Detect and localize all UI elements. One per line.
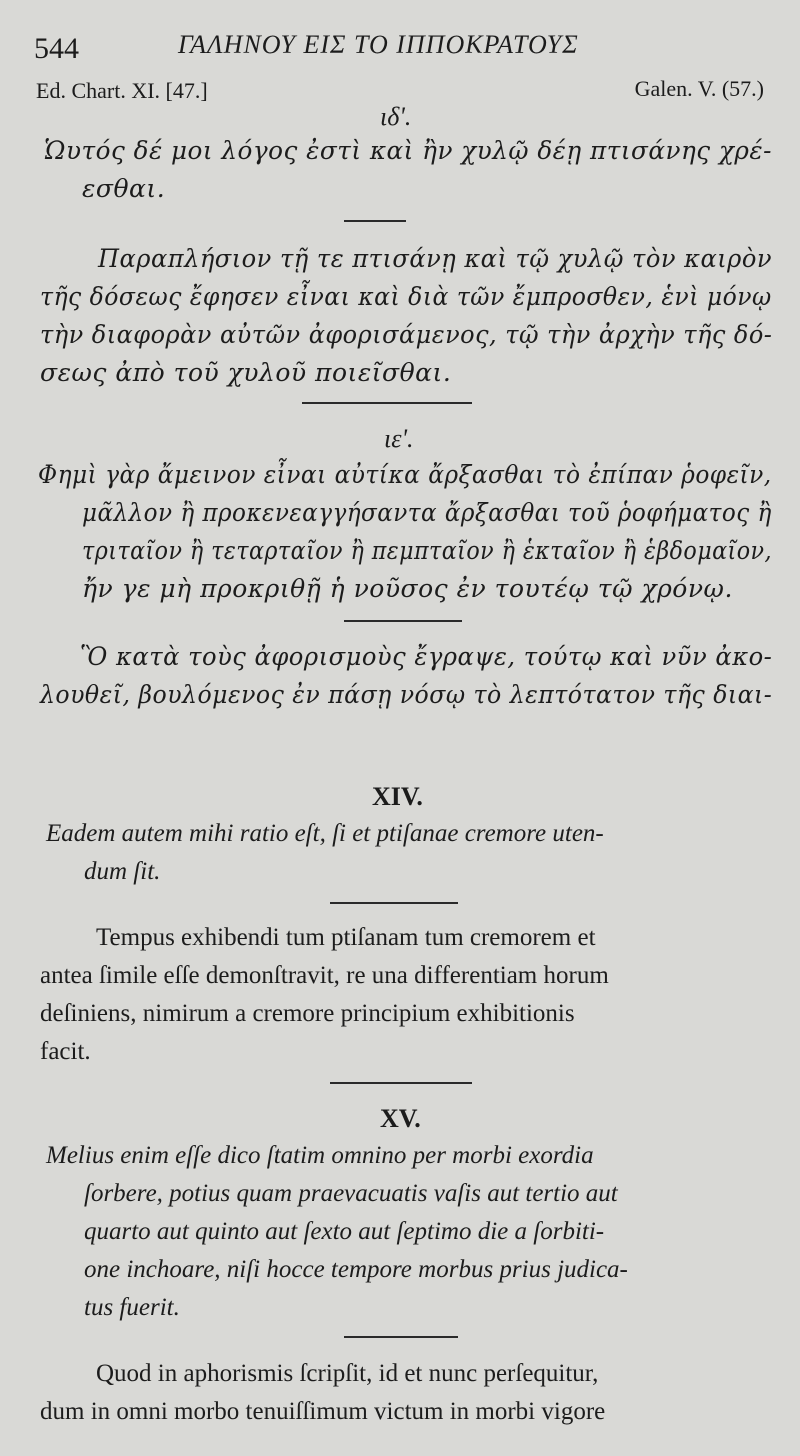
greek-aphorism-14-number: ιδ'. xyxy=(380,102,412,131)
greek-aphorism-15-number: ιε'. xyxy=(384,424,414,453)
edition-reference-left: Ed. Chart. XI. [47.] xyxy=(36,78,208,103)
latin-commentary-15-line: Quod in aphorismis ſcripſit, id et nunc perſequitur, xyxy=(96,1360,599,1387)
latin-aphorism-14-number: XIV. xyxy=(372,782,423,811)
section-divider xyxy=(330,1082,472,1084)
latin-aphorism-15-line: quarto aut quinto aut ſexto aut ſeptimo die a ſorbiti- xyxy=(84,1218,605,1245)
latin-aphorism-15-line: one inchoare, niſi hocce tempore morbus prius judica- xyxy=(84,1256,628,1283)
greek-aphorism-14-line: εσθαι. xyxy=(82,174,166,203)
greek-commentary-14-line: τὴν διαφορὰν αὐτῶν ἀφορισάμενος, τῷ τὴν ἀρχὴν τῆς δό- xyxy=(40,320,773,349)
greek-commentary-14-line: σεως ἀπὸ τοῦ χυλοῦ ποιεῖσθαι. xyxy=(40,358,452,387)
greek-aphorism-15-line: τριταῖον ἢ τεταρταῖον ἢ πεμπταῖον ἢ ἑκταῖον ἢ ἑβδομαῖον, xyxy=(82,536,772,565)
greek-aphorism-15-line: μᾶλλον ἢ προκενεαγγήσαντα ἄρξασθαι τοῦ ῥοφήματος ἢ xyxy=(82,498,772,527)
latin-aphorism-15-line: tus fuerit. xyxy=(84,1294,180,1321)
latin-aphorism-15-line: Melius enim eſſe dico ſtatim omnino per morbi exordia xyxy=(46,1142,594,1169)
latin-aphorism-15-number: XV. xyxy=(380,1104,421,1133)
latin-commentary-14-line: deſiniens, nimirum a cremore principium exhibitionis xyxy=(40,1000,575,1027)
page-number: 544 xyxy=(34,32,79,65)
section-divider xyxy=(344,220,406,222)
greek-aphorism-15-line: Φημὶ γὰρ ἄμεινον εἶναι αὐτίκα ἄρξασθαι τὸ ἐπίπαν ῥοφεῖν, xyxy=(38,460,772,489)
latin-commentary-15-line: dum in omni morbo tenuiſſimum victum in morbi vigore xyxy=(40,1398,606,1425)
latin-commentary-14-line: facit. xyxy=(40,1038,91,1065)
latin-commentary-14-line: Tempus exhibendi tum ptiſanam tum cremorem et xyxy=(96,924,596,951)
latin-aphorism-14-line: Eadem autem mihi ratio eſt, ſi et ptiſanae cremore uten- xyxy=(46,820,604,847)
greek-commentary-14-line: Παραπλήσιον τῇ τε πτισάνῃ καὶ τῷ χυλῷ τὸν καιρὸν xyxy=(98,244,772,273)
section-divider xyxy=(344,620,462,622)
greek-commentary-15-line: Ὃ κατὰ τοὺς ἀφορισμοὺς ἔγραψε, τούτῳ καὶ νῦν ἀκο- xyxy=(80,642,773,671)
greek-commentary-14-line: τῆς δόσεως ἔφησεν εἶναι καὶ διὰ τῶν ἔμπροσθεν, ἑνὶ μόνῳ xyxy=(40,282,772,311)
latin-commentary-14-line: antea ſimile eſſe demonſtravit, re una differentiam horum xyxy=(40,962,609,989)
latin-aphorism-15-line: ſorbere, potius quam praevacuatis vaſis aut tertio aut xyxy=(84,1180,618,1207)
section-divider xyxy=(302,402,472,404)
running-title: ΓΑΛΗΝΟΥ ΕΙΣ ΤΟ ΙΠΠΟΚΡΑΤΟΥΣ xyxy=(178,30,579,59)
greek-aphorism-15-line: ἤν γε μὴ προκριθῇ ἡ νοῦσος ἐν τουτέῳ τῷ χρόνῳ. xyxy=(82,574,733,603)
latin-aphorism-14-line: dum ſit. xyxy=(84,858,161,885)
section-divider xyxy=(344,1336,458,1338)
edition-reference-right: Galen. V. (57.) xyxy=(634,76,764,101)
greek-commentary-15-line: λουθεῖ, βουλόμενος ἐν πάσῃ νόσῳ τὸ λεπτότατον τῆς διαι- xyxy=(40,680,773,709)
greek-aphorism-14-line: Ὡυτός δέ μοι λόγος ἐστὶ καὶ ἢν χυλῷ δέῃ πτισάνης χρέ- xyxy=(44,136,772,165)
section-divider xyxy=(330,902,458,904)
